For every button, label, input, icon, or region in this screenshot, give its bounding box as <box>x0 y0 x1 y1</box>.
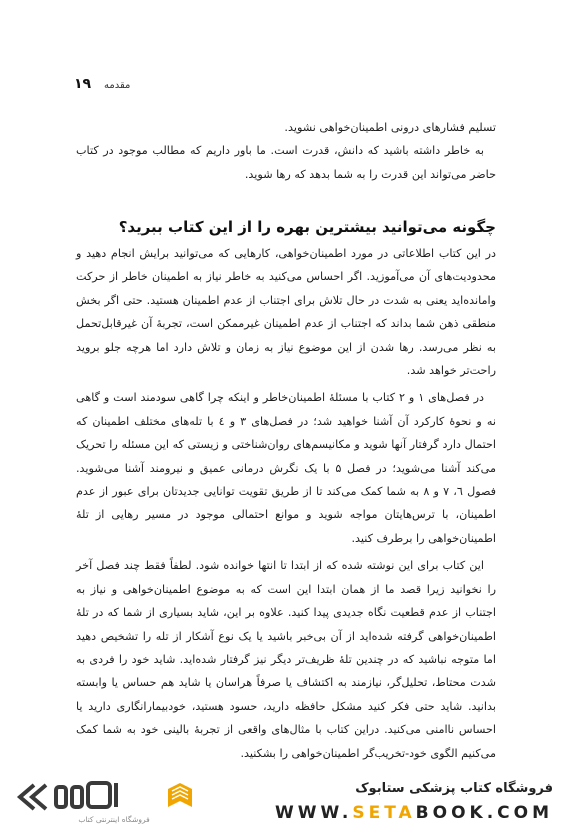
body-paragraph-1: در این کتاب اطلاعاتی در مورد اطمینان‌خواهی، کارهایی که می‌توانید برایش انجام دهید و محدودیت‌های آن می‌آموزید. اگر احساس می‌کنید به خاطر نیاز به اطمینان خاطر از حرکت وامانده‌اید یعنی به شدت در حال تلاش برای اجتناب از عدم اطمینان هستید. حتی اگر بخش منطقی ذهن شما بداند که اجتناب از عدم اطمینان غیرممکن است، تجربهٔ آن غیرقابل‌تحمل به نظر می‌رسد. رها شدن از این موضوع نیاز به زمان و تلاش دارد اما هرچه جلو بروید راحت‌تر خواهد شد. <box>76 247 496 378</box>
store-url[interactable] <box>275 803 553 823</box>
body-paragraph-2: در فصل‌های ۱ و ۲ کتاب با مسئلهٔ اطمینان‌خاطر و اینکه چرا گاهی سودمند است و گاهی نه و نحوهٔ کارکرد آن آشنا خواهید شد؛ در فصل‌های ۳ و ٤ با تله‌های مختلف اطمینان که احتمال دارد گرفتار آنها شوید و مکانیسم‌های روان‌شناختی و زیستی که این مسئله را تحریک می‌کند آشنا می‌شوید؛ در فصل ۵ با یک نگرش درمانی عمیق و نیرومند آشنا می‌شوید. فصول ٦، ۷ و ۸ به شما کمک می‌کند تا از طریق تقویت توانایی جدیدتان برای عبور از عدم اطمینان، با ترس‌هایتان مواجه شوید و موانع احتمالی موجود در مسیر رهایی از تلهٔ اطمینان‌خواهی را برطرف کنید. <box>76 391 497 545</box>
body-paragraph-3: این کتاب برای این نوشته شده که از ابتدا تا انتها خوانده شود. لطفاً فقط چند فصل آخر را نخوانید زیرا قصد ما از همان ابتدا این است که به موضوع اطمینان‌خواهی و نیاز به اجتناب از عدم قطعیت نگاه جدیدی پیدا کنید. علاوه بر این، شاید بسیاری از شما که در تلهٔ اطمینان‌خواهی گرفته شده‌اید از آن بی‌خبر باشید یا یک نوع آشکار از تله را تشخیص دهید اما متوجه نباشید که در چندین تلهٔ ظریف‌تر دیگر نیز گرفتار شده‌اید. شاید خود را فردی به شدت محتاط، تحلیل‌گر، نیازمند به اکتشاف یا صرفاً هراسان یا شاید هم حساس یا وابسته بدانید. شاید حتی فکر کنید مشکل حافظه دارید، حسود هستید، خودبیمارانگاری دارید یا احساس ناامنی می‌کنید. دراین کتاب با مثال‌های واقعی از تجربهٔ بالینی خود به شما کمک می‌کنیم الگوی خود-تخریب‌گر اطمینان‌خواهی را بشکنید. <box>76 559 496 760</box>
body-text <box>76 242 496 765</box>
url-brand: SETA <box>352 803 416 823</box>
logo-caption: فروشگاه اینترنتی کتاب <box>78 815 150 824</box>
store-footer <box>0 775 567 831</box>
intro-text <box>76 116 496 186</box>
chapter-name: مقدمه <box>104 80 131 91</box>
setabook-logo <box>12 779 202 829</box>
setabook-logo-icon <box>12 779 202 815</box>
url-suffix: BOOK.COM <box>415 803 553 823</box>
page-number: ۱۹ <box>74 76 92 92</box>
section-heading: چگونه می‌توانید بیشترین بهره را از این کتاب ببرید؟ <box>118 218 496 236</box>
store-name: فروشگاه کتاب پزشکی ستابوک <box>355 781 553 796</box>
intro-paragraph-1: تسلیم فشارهای درونی اطمینان‌خواهی نشوید. <box>284 121 496 134</box>
intro-paragraph-2: به خاطر داشته باشید که دانش، قدرت است. ما باور داریم که مطالب موجود در کتاب حاضر می‌تواند این قدرت را به شما بدهد که رها شوید. <box>76 144 496 181</box>
url-prefix: WWW. <box>275 803 353 823</box>
